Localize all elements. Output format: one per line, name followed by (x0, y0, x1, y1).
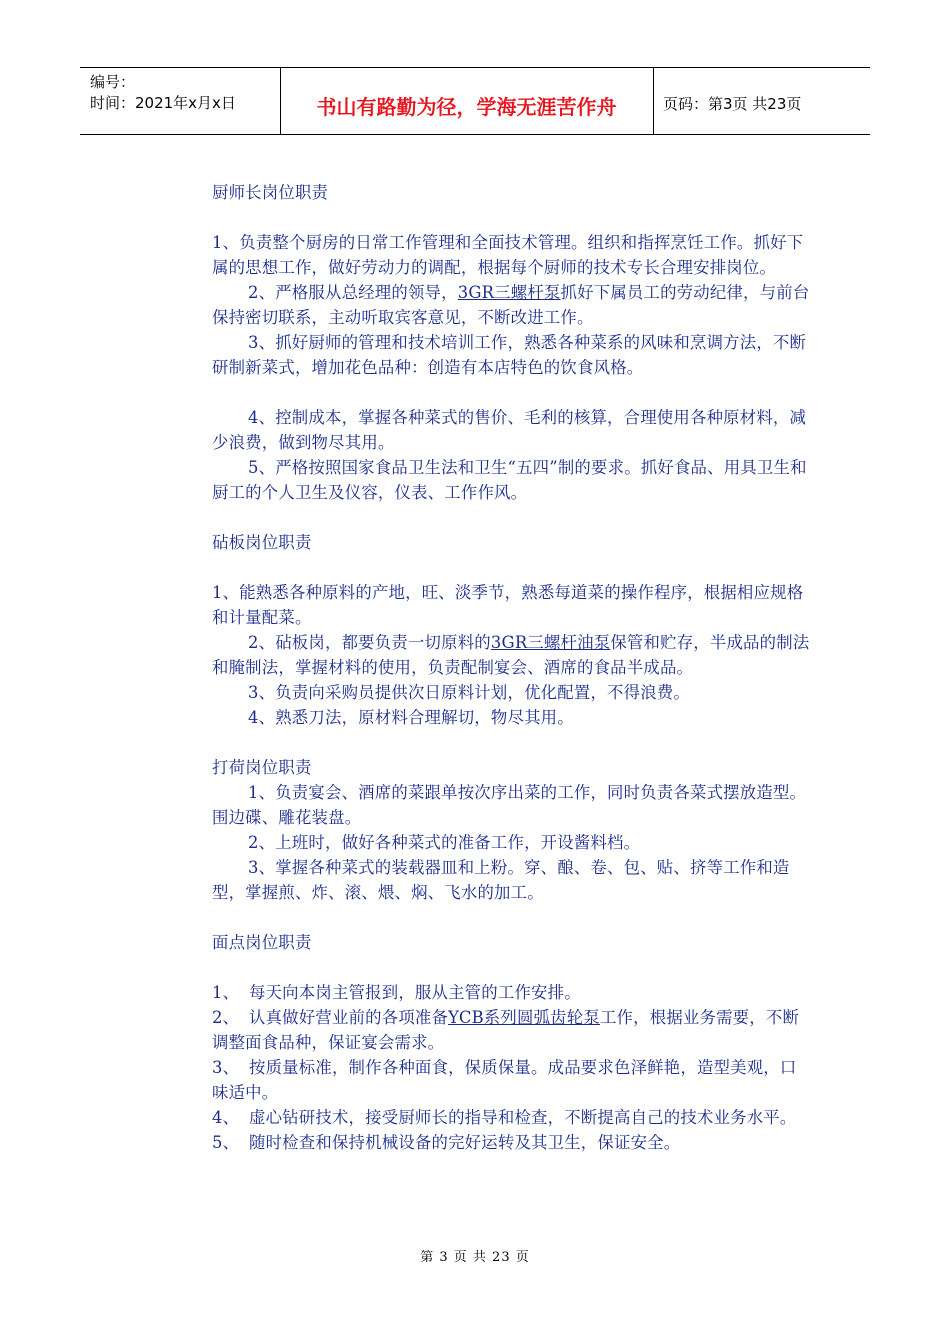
pastry-duty-2-post: 工作，根据业务需要，不断调整面食品种，保证宴会需求。 (212, 1008, 800, 1052)
chef-duty-5: 5、严格按照国家食品卫生法和卫生“五四”制的要求。抓好食品、用具卫生和厨工的个人卫生及仪容，仪表、工作作风。 (212, 458, 807, 502)
chef-duty-3: 3、抓好厨师的管理和技术培训工作，熟悉各种菜系的风味和烹调方法，不断研制新菜式，增加花色品种：创造有本店特色的饮食风格。 (212, 333, 807, 377)
code-label: 编号： (90, 73, 136, 91)
pastry-duty-5-text: 随时检查和保持机械设备的完好运转及其卫生，保证安全。 (249, 1133, 681, 1152)
pastry-duty-3-num: 3、 (212, 1058, 240, 1077)
pastry-duty-3 (212, 1055, 812, 1105)
plating-duty-3: 3、掌握各种菜式的装载器皿和上粉。穿、酿、卷、包、贴、挤等工作和造型，掌握煎、炸、滚、煨、焖、飞水的加工。 (212, 858, 790, 902)
cutting-duty-2 (212, 630, 812, 680)
pastry-duty-4 (212, 1105, 812, 1130)
pump-link-2[interactable]: 3GR三螺杆油泵 (490, 633, 611, 652)
pump-link-3[interactable]: YCB系列圆弧齿轮泵 (448, 1008, 600, 1027)
section-title-cutting: 砧板岗位职责 (212, 533, 312, 552)
section-title-chef: 厨师长岗位职责 (212, 183, 329, 202)
section-title-pastry: 面点岗位职责 (212, 933, 312, 952)
plating-duty-1: 1、负责宴会、酒席的菜跟单按次序出菜的工作，同时负责各菜式摆放造型。围边碟、雕花装盘。 (212, 783, 807, 827)
cutting-duty-2-post: 保管和贮存，半成品的制法和腌制法，掌握材料的使用，负责配制宴会、酒席的食品半成品。 (212, 633, 810, 677)
pastry-duty-4-text: 虚心钻研技术，接受厨师长的指导和检查，不断提高自己的技术业务水平。 (249, 1108, 797, 1127)
pastry-duty-5 (212, 1130, 812, 1155)
pastry-duty-5-num: 5、 (212, 1133, 240, 1152)
section-title-plating: 打荷岗位职责 (212, 758, 312, 777)
header-page-cell (653, 68, 870, 134)
pastry-duty-4-num: 4、 (212, 1108, 240, 1127)
page-footer: 第 3 页 共 23 页 (420, 1250, 530, 1265)
pastry-duty-3-text: 按质量标准，制作各种面食，保质保量。成品要求色泽鲜艳，造型美观，口味适中。 (212, 1058, 797, 1102)
chef-duty-1: 1、负责整个厨房的日常工作管理和全面技术管理。组织和指挥烹饪工作。抓好下属的思想工作，做好劳动力的调配，根据每个厨师的技术专长合理安排岗位。 (212, 233, 804, 277)
cutting-duty-4: 4、熟悉刀法，原材料合理解切，物尽其用。 (248, 708, 574, 727)
chef-duty-2-pre: 2、严格服从总经理的领导， (248, 283, 458, 302)
pastry-duty-2-num: 2、 (212, 1008, 240, 1027)
pump-link-1[interactable]: 3GR三螺杆泵 (457, 283, 561, 302)
pastry-duty-1-text: 每天向本岗主管报到，服从主管的工作安排。 (249, 983, 581, 1002)
time-label: 时间：2021年x月x日 (90, 94, 236, 112)
cutting-duty-3: 3、负责向采购员提供次日原料计划，优化配置，不得浪费。 (248, 683, 690, 702)
document-body (212, 180, 812, 1155)
pastry-duty-1-num: 1、 (212, 983, 240, 1002)
page-header (80, 67, 870, 135)
page-info: 页码：第3页 共23页 (663, 95, 802, 113)
cutting-duty-2-pre: 2、砧板岗，都要负责一切原料的 (248, 633, 491, 652)
pastry-duty-1 (212, 980, 812, 1005)
header-motto-cell (280, 68, 654, 134)
pastry-duty-2-pre: 认真做好营业前的各项准备 (249, 1008, 449, 1027)
motto: 书山有路勤为径，学海无涯苦作舟 (316, 95, 617, 119)
header-meta-cell (80, 68, 281, 134)
chef-duty-2-post: 抓好下属员工的劳动纪律，与前台保持密切联系，主动听取宾客意见，不断改进工作。 (212, 283, 810, 327)
pastry-duty-2 (212, 1005, 812, 1055)
chef-duty-4: 4、控制成本，掌握各种菜式的售价、毛利的核算，合理使用各种原材料，减少浪费，做到物尽其用。 (212, 408, 807, 452)
chef-duty-2 (212, 280, 812, 330)
plating-duty-2: 2、上班时，做好各种菜式的准备工作，开设酱料档。 (248, 833, 641, 852)
cutting-duty-1: 1、能熟悉各种原料的产地，旺、淡季节，熟悉每道菜的操作程序，根据相应规格和计量配菜。 (212, 583, 804, 627)
